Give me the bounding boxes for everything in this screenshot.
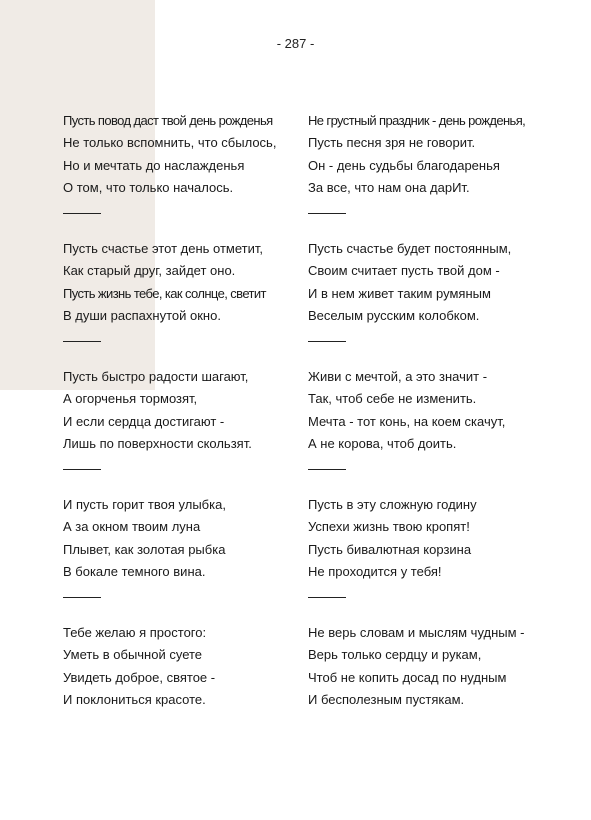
poem-line: За все, что нам она дарИт. xyxy=(308,179,470,195)
poem-line: Своим считает пусть твой дом - xyxy=(308,263,500,279)
stanza xyxy=(63,366,303,494)
poem-line: И если сердца достигают - xyxy=(63,413,225,429)
poem-column-right xyxy=(308,110,558,750)
poem-line: Пусть бивалютная корзина xyxy=(308,541,472,557)
stanza-divider xyxy=(63,469,101,470)
poem-line: В души распахнутой окно. xyxy=(63,307,221,323)
stanza xyxy=(63,622,303,750)
poem-line: Пусть жизнь тебе, как солнце, светит xyxy=(63,285,266,301)
poem-line: Пусть в эту сложную годину xyxy=(308,497,477,512)
poem-line: Верь только сердцу и рукам, xyxy=(308,647,482,663)
poem-line: Мечта - тот конь, на коем скачут, xyxy=(308,413,506,429)
poem-line: Успехи жизнь твою кропят! xyxy=(308,519,470,535)
stanza-divider xyxy=(63,341,101,342)
poem-line: Он - день судьбы благодаренья xyxy=(308,157,500,173)
poem-line: Пусть счастье этот день отметит, xyxy=(63,241,263,256)
poem-line: О том, что только началось. xyxy=(63,179,234,195)
poem-line: Пусть песня зря не говорит. xyxy=(308,135,476,151)
poem-line: И в нем живет таким румяным xyxy=(308,285,491,301)
stanza xyxy=(63,238,303,366)
poem-line: А за окном твоим луна xyxy=(63,519,201,535)
stanza-divider xyxy=(308,469,346,470)
poem-line: А огорченья тормозят, xyxy=(63,391,198,407)
poem-line: Не верь словам и мыслям чудным - xyxy=(308,625,525,640)
stanza-divider xyxy=(308,597,346,598)
stanza xyxy=(308,110,558,238)
poem-line: В бокале темного вина. xyxy=(63,563,206,579)
poem-line: Плывет, как золотая рыбка xyxy=(63,541,226,557)
stanza-divider xyxy=(308,213,346,214)
poem-line: Так, чтоб себе не изменить. xyxy=(308,391,477,407)
poem-line: Веселым русским колобком. xyxy=(308,307,480,323)
poem-line: Не грустный праздник - день рожденья, xyxy=(308,113,526,128)
poem-line: Тебе желаю я простого: xyxy=(63,625,207,640)
stanza xyxy=(308,238,558,366)
poem-line: Как старый друг, зайдет оно. xyxy=(63,263,236,279)
stanza xyxy=(63,494,303,622)
poem-line: И поклониться красоте. xyxy=(63,691,206,707)
poem-line: А не корова, чтоб доить. xyxy=(308,435,457,451)
poem-line: Уметь в обычной суете xyxy=(63,647,203,663)
poem-line: И бесполезным пустякам. xyxy=(308,691,465,707)
poem-line: Чтоб не копить досад по нудным xyxy=(308,669,507,685)
poem-line: Живи с мечтой, а это значит - xyxy=(308,369,488,384)
poem-line: И пусть горит твоя улыбка, xyxy=(63,497,226,512)
poem-line: Лишь по поверхности скользят. xyxy=(63,435,252,451)
poem-line: Увидеть доброе, святое - xyxy=(63,669,216,685)
poem-line: Пусть повод даст твой день рожденья xyxy=(63,113,273,128)
page-number: - 287 - xyxy=(276,36,315,51)
stanza xyxy=(308,622,558,750)
poem-line: Пусть быстро радости шагают, xyxy=(63,369,249,384)
stanza-divider xyxy=(63,213,101,214)
stanza xyxy=(308,494,558,622)
poem-line: Не проходится у тебя! xyxy=(308,563,442,579)
poem-line: Не только вспомнить, что сбылось, xyxy=(63,135,277,151)
stanza-divider xyxy=(63,597,101,598)
stanza-divider xyxy=(308,341,346,342)
stanza xyxy=(63,110,303,238)
poem-column-left xyxy=(63,110,303,750)
stanza xyxy=(308,366,558,494)
poem-line: Пусть счастье будет постоянным, xyxy=(308,241,512,256)
poem-line: Но и мечтать до наслажденья xyxy=(63,157,245,173)
